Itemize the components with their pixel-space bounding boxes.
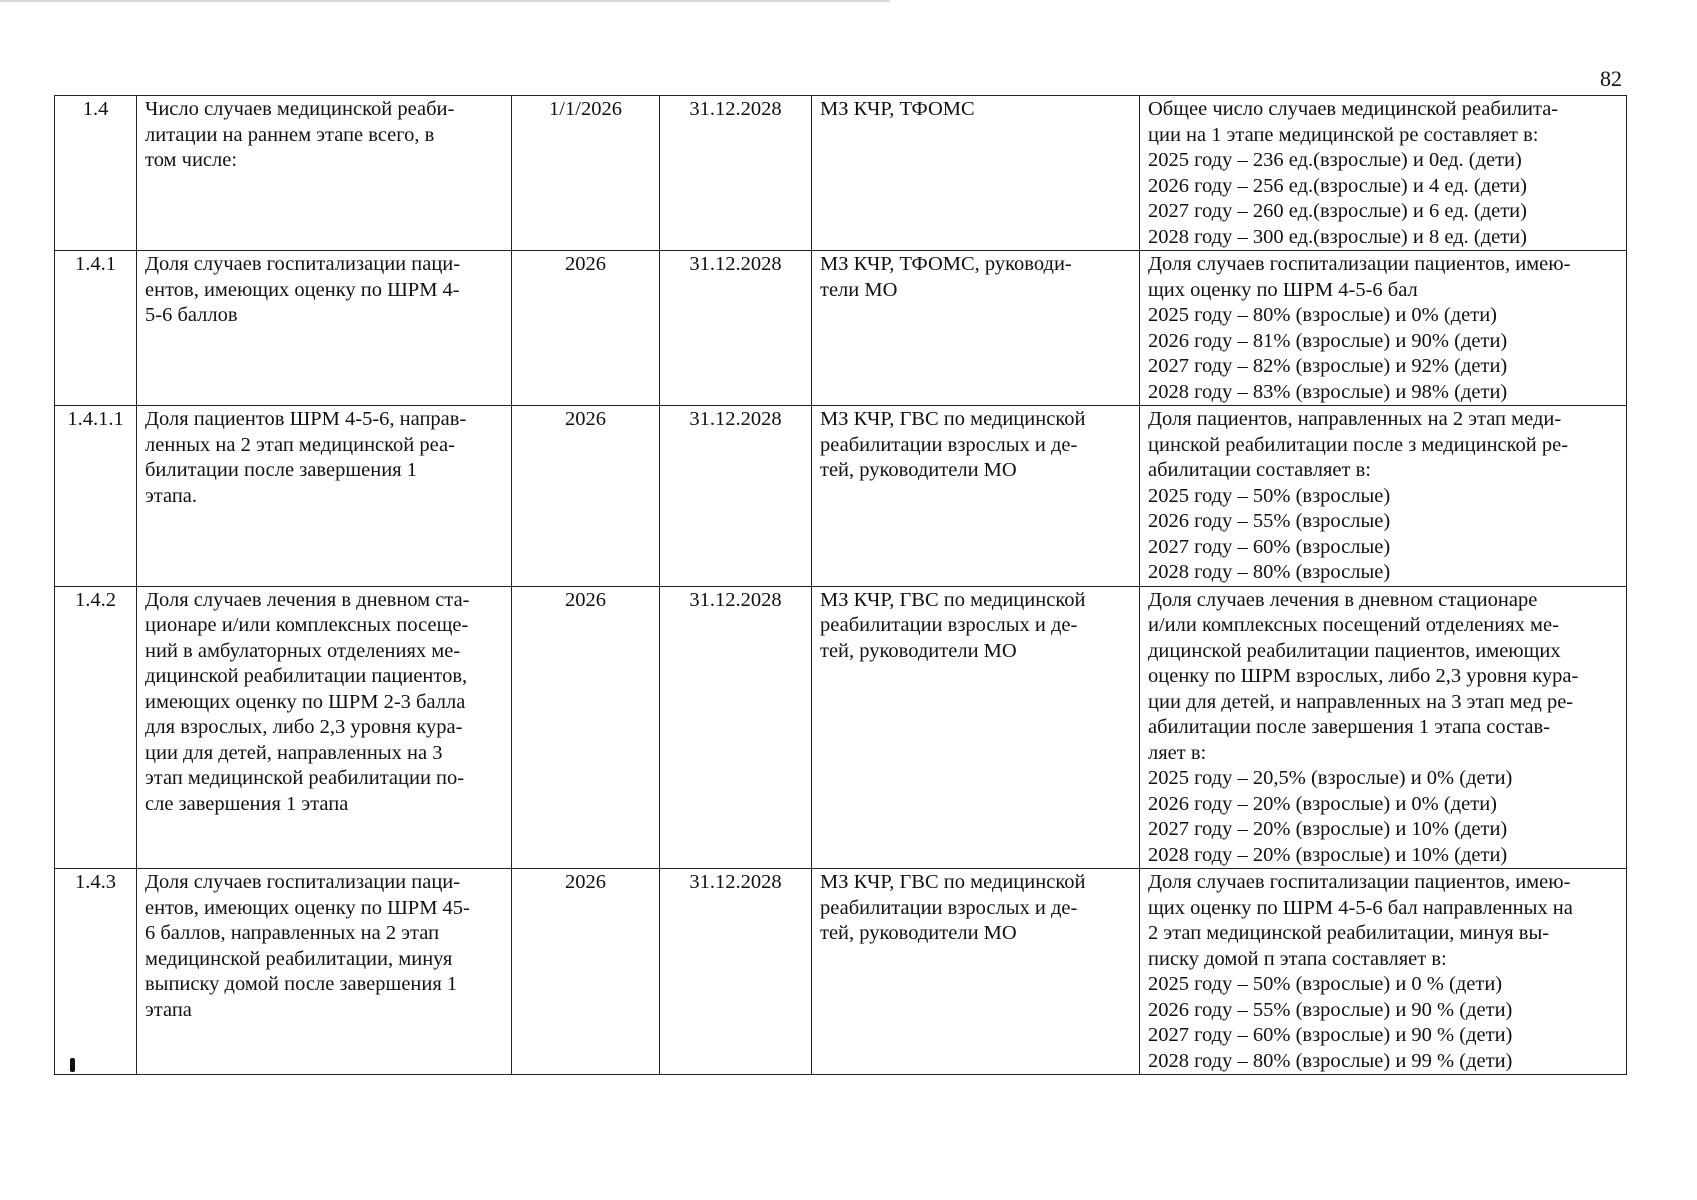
- result-cell-line: ции на 1 этапе медицинской ре составляет в:: [1148, 123, 1539, 146]
- result-cell: [1140, 96, 1627, 251]
- table-row: [55, 869, 1627, 1075]
- measure-name-cell-line: Доля случаев лечения в дневном ста-: [145, 588, 470, 611]
- measure-name-cell: [137, 251, 512, 406]
- measure-name-cell-line: литации на раннем этапе всего, в: [145, 123, 435, 146]
- result-cell-line: 2027 году – 260 ед.(взрослые) и 6 ед. (дети): [1148, 200, 1527, 222]
- responsible-cell-line: реабилитации взрослых и де-: [820, 433, 1078, 456]
- responsible-cell-line: тели МО: [820, 278, 898, 301]
- measure-name-cell-line: билитации после завершения 1: [145, 459, 417, 481]
- result-cell-line: 2027 году – 60% (взрослые): [1148, 535, 1391, 558]
- end-date-cell: 31.12.2028: [660, 406, 812, 587]
- result-cell: [1140, 586, 1627, 869]
- measure-name-cell-line: ции для детей, направленных на 3: [145, 741, 443, 764]
- measure-name-cell-line: ленных на 2 этап медицинской реа-: [145, 433, 455, 456]
- start-date-cell: 2026: [512, 251, 660, 406]
- responsible-cell: [812, 869, 1140, 1075]
- scan-mark: [70, 1058, 75, 1072]
- row-number-cell: 1.4.2: [55, 586, 137, 869]
- result-cell-line: 2026 году – 55% (взрослые) и 90 % (дети): [1148, 998, 1513, 1021]
- result-cell: [1140, 869, 1627, 1075]
- row-number-cell: 1.4: [55, 96, 137, 251]
- result-cell-line: 2026 году – 81% (взрослые) и 90% (дети): [1148, 329, 1508, 352]
- result-cell-line: 2027 году – 20% (взрослые) и 10% (дети): [1148, 818, 1508, 840]
- responsible-cell-line: МЗ КЧР, ТФОМС, руководи-: [820, 253, 1072, 275]
- measure-name-cell-line: 6 баллов, направленных на 2 этап: [145, 922, 440, 944]
- responsible-cell-line: МЗ КЧР, ГВС по медицинской: [820, 871, 1086, 893]
- measure-name-cell-line: для взрослых, либо 2,3 уровня кура-: [145, 716, 463, 738]
- responsible-cell: [812, 406, 1140, 587]
- result-cell-line: 2026 году – 256 ед.(взрослые) и 4 ед. (дети): [1148, 174, 1527, 197]
- end-date-cell: 31.12.2028: [660, 869, 812, 1075]
- measure-name-cell: [137, 406, 512, 587]
- result-cell-line: 2028 году – 20% (взрослые) и 10% (дети): [1148, 843, 1508, 866]
- result-cell-line: Доля случаев госпитализации пациентов, имею-: [1148, 871, 1571, 893]
- row-number-cell: 1.4.1.1: [55, 406, 137, 587]
- result-cell-line: 2025 году – 80% (взрослые) и 0% (дети): [1148, 304, 1497, 326]
- measures-table: [54, 95, 1627, 1075]
- measure-name-cell: [137, 586, 512, 869]
- row-number-cell: 1.4.1: [55, 251, 137, 406]
- measure-name-cell-line: ционаре и/или комплексных посеще-: [145, 614, 469, 636]
- measure-name-cell-line: сле завершения 1 этапа: [145, 792, 349, 815]
- measure-name-cell-line: 5-6 баллов: [145, 304, 238, 326]
- responsible-cell-line: тей, руководители МО: [820, 922, 1017, 944]
- table-row: [55, 96, 1627, 251]
- page-number: 82: [1600, 66, 1622, 91]
- table-row: [55, 251, 1627, 406]
- result-cell-line: 2027 году – 60% (взрослые) и 90 % (дети): [1148, 1024, 1513, 1046]
- end-date-cell: 31.12.2028: [660, 251, 812, 406]
- responsible-cell-line: реабилитации взрослых и де-: [820, 614, 1078, 636]
- measure-name-cell: [137, 869, 512, 1075]
- result-cell-line: дицинской реабилитации пациентов, имеющих: [1148, 639, 1561, 662]
- result-cell-line: писку домой п этапа составляет в:: [1148, 947, 1447, 970]
- result-cell-line: 2027 году – 82% (взрослые) и 92% (дети): [1148, 355, 1508, 377]
- measure-name-cell-line: том числе:: [145, 149, 238, 171]
- start-date-cell: 2026: [512, 586, 660, 869]
- measure-name-cell-line: этап медицинской реабилитации по-: [145, 767, 465, 789]
- measure-name-cell-line: дицинской реабилитации пациентов,: [145, 665, 468, 687]
- measure-name-cell-line: Доля случаев госпитализации паци-: [145, 253, 461, 275]
- result-cell-line: Общее число случаев медицинской реабилита-: [1148, 98, 1559, 120]
- result-cell-line: Доля случаев лечения в дневном стационаре: [1148, 588, 1538, 611]
- measure-name-cell-line: ентов, имеющих оценку по ШРМ 4-: [145, 278, 460, 301]
- result-cell-line: ции для детей, и направленных на 3 этап мед ре-: [1148, 690, 1574, 713]
- result-cell-line: 2026 году – 55% (взрослые): [1148, 510, 1391, 532]
- result-cell-line: 2025 году – 50% (взрослые) и 0 % (дети): [1148, 973, 1503, 995]
- result-cell-line: оценку по ШРМ взрослых, либо 2,3 уровня кура-: [1148, 665, 1579, 687]
- measure-name-cell-line: Число случаев медицинской реаби-: [145, 98, 455, 120]
- measure-name-cell-line: этапа.: [145, 484, 198, 507]
- start-date-cell: 1/1/2026: [512, 96, 660, 251]
- responsible-cell: [812, 586, 1140, 869]
- measure-name-cell-line: медицинской реабилитации, минуя: [145, 947, 453, 970]
- result-cell-line: 2025 году – 50% (взрослые): [1148, 484, 1391, 507]
- result-cell-line: цинской реабилитации после з медицинской ре-: [1148, 433, 1569, 456]
- result-cell-line: ляет в:: [1148, 741, 1207, 764]
- responsible-cell: [812, 251, 1140, 406]
- responsible-cell-line: МЗ КЧР, ГВС по медицинской: [820, 588, 1086, 611]
- measure-name-cell-line: Доля случаев госпитализации паци-: [145, 871, 461, 893]
- result-cell-line: 2025 году – 20,5% (взрослые) и 0% (дети): [1148, 767, 1513, 789]
- responsible-cell-line: тей, руководители МО: [820, 459, 1017, 481]
- result-cell-line: 2 этап медицинской реабилитации, минуя вы-: [1148, 922, 1550, 944]
- result-cell-line: абилитации составляет в:: [1148, 459, 1371, 481]
- measure-name-cell-line: ентов, имеющих оценку по ШРМ 45-: [145, 896, 470, 919]
- result-cell: [1140, 406, 1627, 587]
- measure-name-cell-line: ний в амбулаторных отделениях ме-: [145, 639, 461, 662]
- result-cell-line: 2026 году – 20% (взрослые) и 0% (дети): [1148, 792, 1497, 815]
- measure-name-cell-line: Доля пациентов ШРМ 4-5-6, направ-: [145, 408, 467, 430]
- table-row: [55, 586, 1627, 869]
- responsible-cell-line: тей, руководители МО: [820, 639, 1017, 662]
- result-cell-line: 2028 году – 83% (взрослые) и 98% (дети): [1148, 380, 1508, 403]
- start-date-cell: 2026: [512, 406, 660, 587]
- row-number-cell: 1.4.3: [55, 869, 137, 1075]
- measure-name-cell: [137, 96, 512, 251]
- measure-name-cell-line: этапа: [145, 998, 192, 1021]
- measure-name-cell-line: выписку домой после завершения 1: [145, 973, 458, 995]
- table-row: [55, 406, 1627, 587]
- measure-name-cell-line: имеющих оценку по ШРМ 2-3 балла: [145, 690, 466, 713]
- result-cell-line: 2028 году – 80% (взрослые): [1148, 561, 1391, 583]
- start-date-cell: 2026: [512, 869, 660, 1075]
- responsible-cell-line: реабилитации взрослых и де-: [820, 896, 1078, 919]
- scan-edge-line: [0, 0, 890, 2]
- table-body: [55, 96, 1627, 1075]
- end-date-cell: 31.12.2028: [660, 96, 812, 251]
- responsible-cell: [812, 96, 1140, 251]
- result-cell-line: абилитации после завершения 1 этапа состав-: [1148, 716, 1550, 738]
- responsible-cell-line: МЗ КЧР, ТФОМС: [820, 98, 975, 120]
- result-cell-line: 2025 году – 236 ед.(взрослые) и 0ед. (дети): [1148, 149, 1522, 171]
- result-cell-line: 2028 году – 300 ед.(взрослые) и 8 ед. (дети): [1148, 225, 1527, 248]
- result-cell-line: щих оценку по ШРМ 4-5-6 бал направленных на: [1148, 896, 1573, 919]
- result-cell-line: и/или комплексных посещений отделениях ме-: [1148, 614, 1559, 636]
- result-cell-line: Доля случаев госпитализации пациентов, имею-: [1148, 253, 1571, 275]
- result-cell: [1140, 251, 1627, 406]
- result-cell-line: щих оценку по ШРМ 4-5-6 бал: [1148, 278, 1418, 301]
- end-date-cell: 31.12.2028: [660, 586, 812, 869]
- responsible-cell-line: МЗ КЧР, ГВС по медицинской: [820, 408, 1086, 430]
- result-cell-line: Доля пациентов, направленных на 2 этап меди-: [1148, 408, 1562, 430]
- result-cell-line: 2028 году – 80% (взрослые) и 99 % (дети): [1148, 1049, 1513, 1072]
